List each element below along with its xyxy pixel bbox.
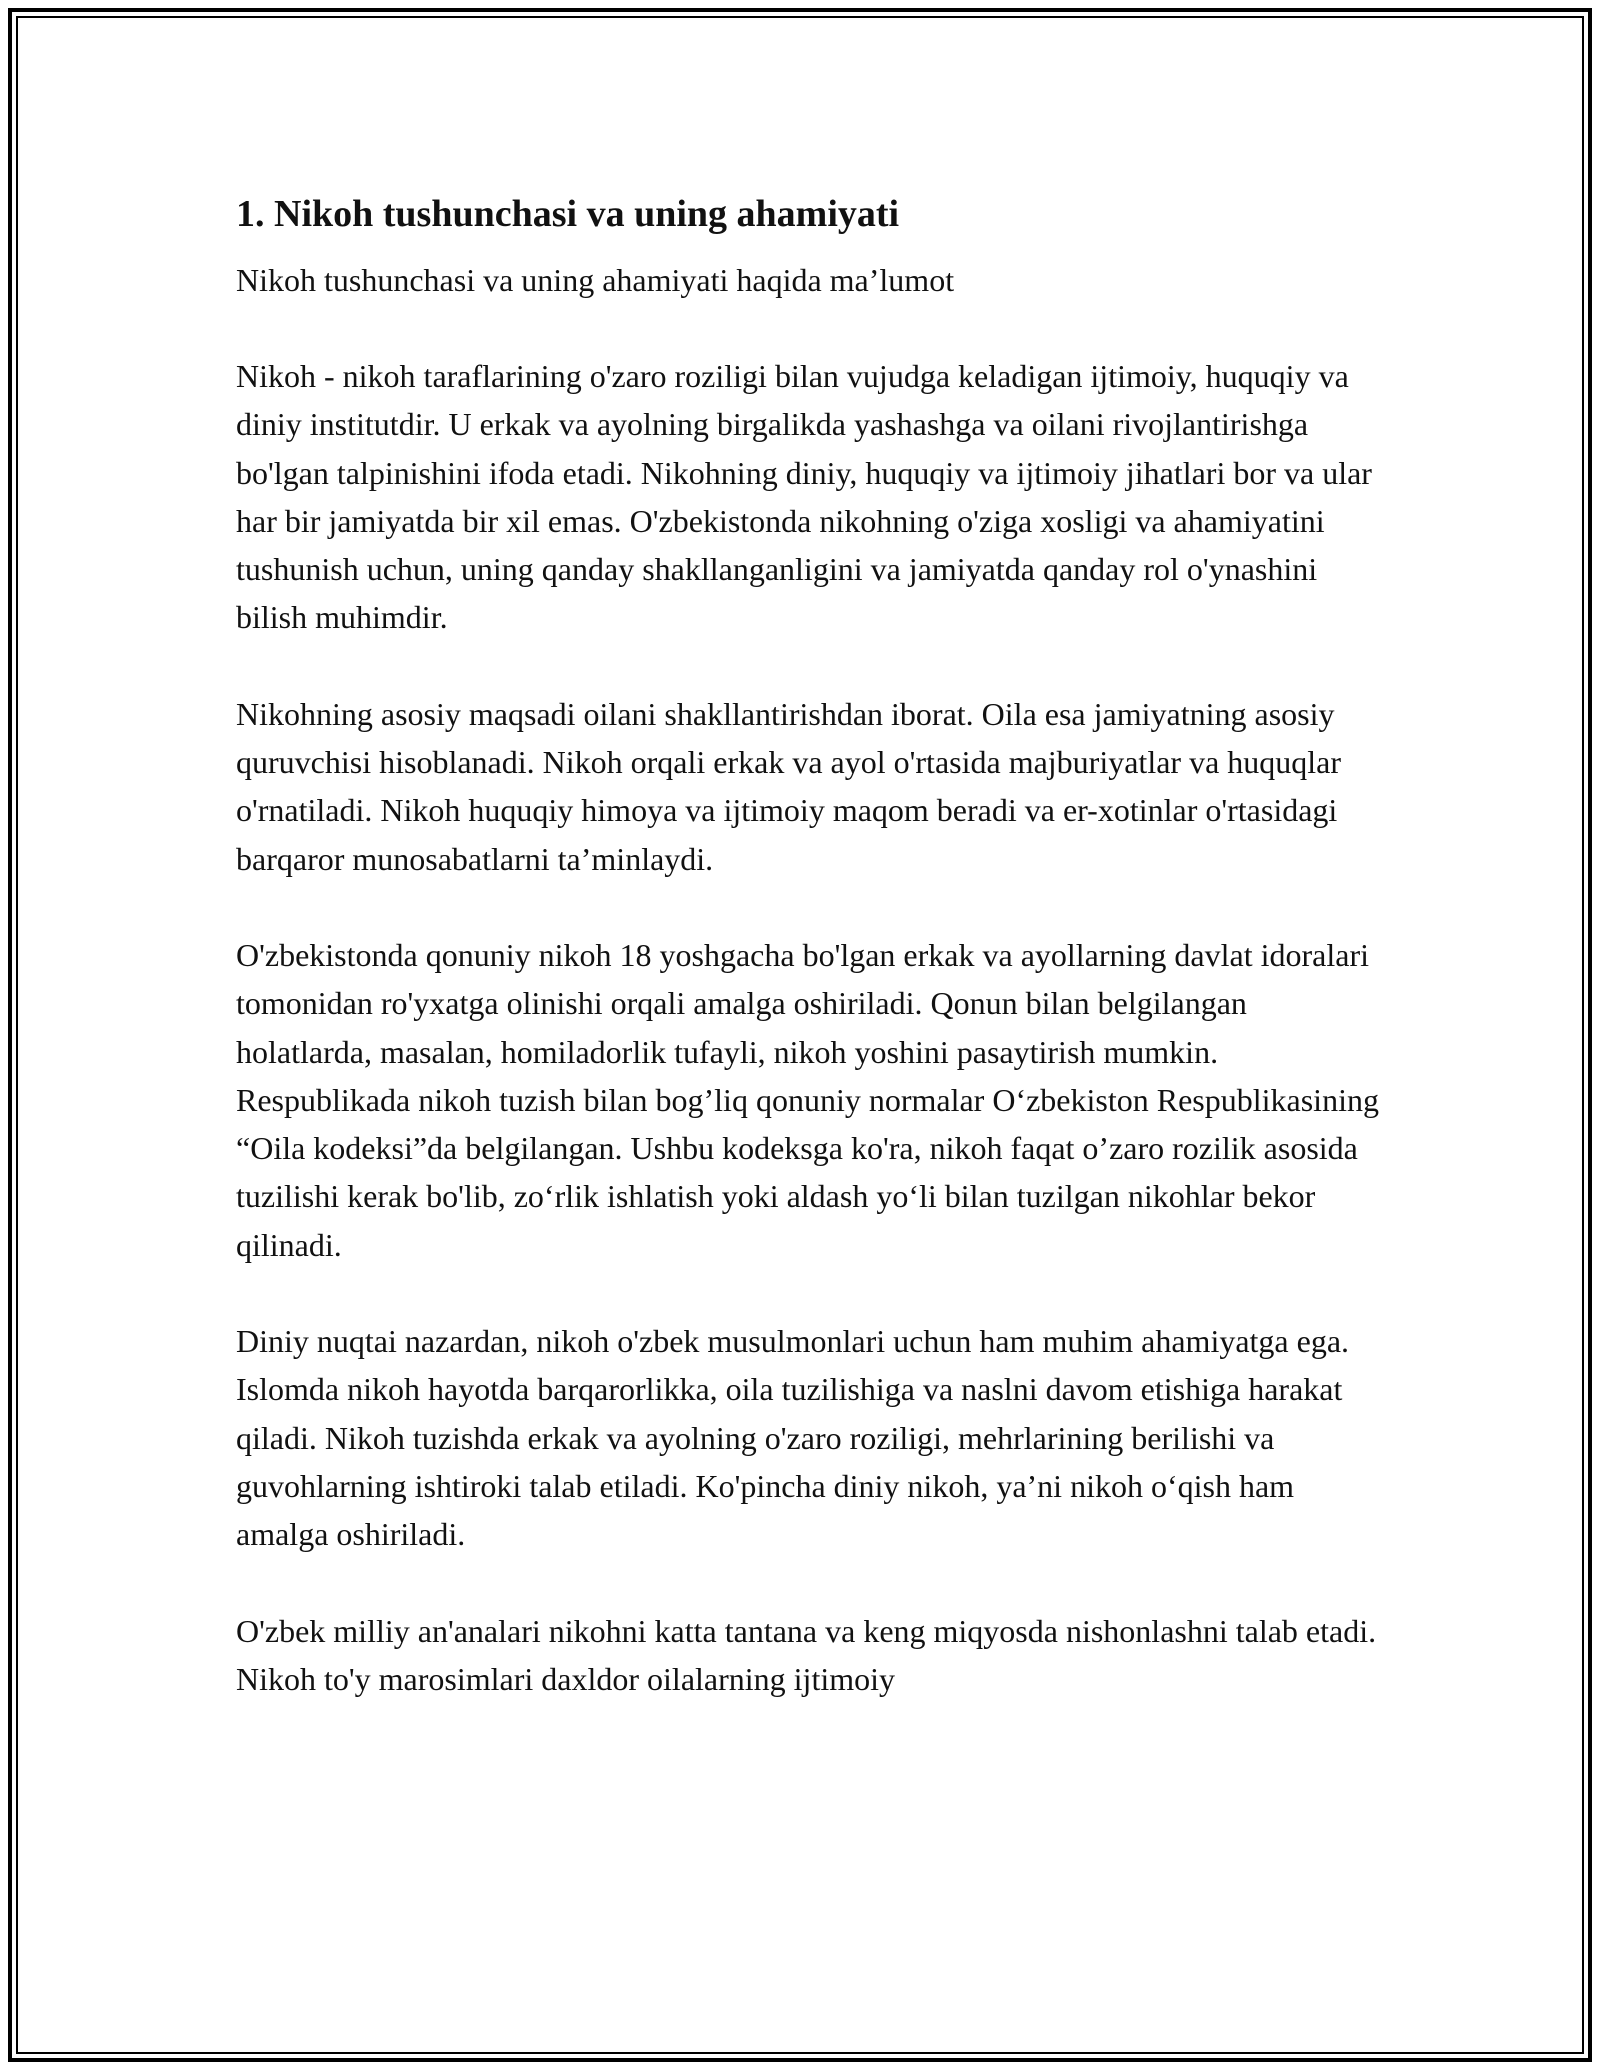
paragraph: Nikoh - nikoh taraflarining o'zaro roziligi bilan vujudga keladigan ijtimoiy, huquqiy va diniy institutdir. U erkak va ayolning birgalikda yashashga va oilani rivojlantirishga bo'lgan talpinishini ifoda etadi. Nikohning diniy, huquqiy va ijtimoiy jihatlari bor va ular har bir jamiyatda bir xil emas. O'zbekistonda nikohning o'ziga xosligi va ahamiyatini tushunish uchun, uning qanday shakllanganligini va jamiyatda qanday rol o'ynashini bilish muhimdir. [236,358,1372,636]
paragraph: Diniy nuqtai nazardan, nikoh o'zbek musulmonlari uchun ham muhim ahamiyatga ega. Islomda nikoh hayotda barqarorlikka, oila tuzilishiga va naslni davom etishiga harakat qiladi. Nikoh tuzishda erkak va ayolning o'zaro roziligi, mehrlarining berilishi va guvohlarning ishtiroki talab etiladi. Ko'pincha diniy nikoh, ya’ni nikoh o‘qish ham amalga oshiriladi. [236,1323,1350,1553]
paragraph: O'zbekistonda qonuniy nikoh 18 yoshgacha bo'lgan erkak va ayollarning davlat idoralari tomonidan ro'yxatga olinishi orqali amalga oshiriladi. Qonun bilan belgilangan holatlarda, masalan, homiladorlik tufayli, nikoh yoshini pasaytirish mumkin. Respublikada nikoh tuzish bilan bog’liq qonuniy normalar O‘zbekiston Respublikasining “Oila kodeksi”da belgilangan. Ushbu kodeksga ko'ra, nikoh faqat o’zaro rozilik asosida tuzilishi kerak bo'lib, zo‘rlik ishlatish yoki aldash yo‘li bilan tuzilgan nikohlar bekor qilinadi. [236,936,1379,1263]
paragraph: Nikohning asosiy maqsadi oilani shakllantirishdan iborat. Oila esa jamiyatning asosiy quruvchisi hisoblanadi. Nikoh orqali erkak va ayol o'rtasida majburiyatlar va huquqlar o'rnatiladi. Nikoh huquqiy himoya va ijtimoiy maqom beradi va er-xotinlar o'rtasidagi barqaror munosabatlarni ta’minlaydi. [236,695,1342,877]
paragraph: O'zbek milliy an'analari nikohni katta tantana va keng miqyosda nishonlashni talab etadi. Nikoh to'y marosimlari daxldor oilalarning ijtimoiy [236,1612,1377,1697]
section-title: 1. Nikoh tushunchasi va uning ahamiyati [236,193,900,235]
document-body [236,186,1386,1703]
section-subtitle: Nikoh tushunchasi va uning ahamiyati haqida ma’lumot [236,262,955,298]
